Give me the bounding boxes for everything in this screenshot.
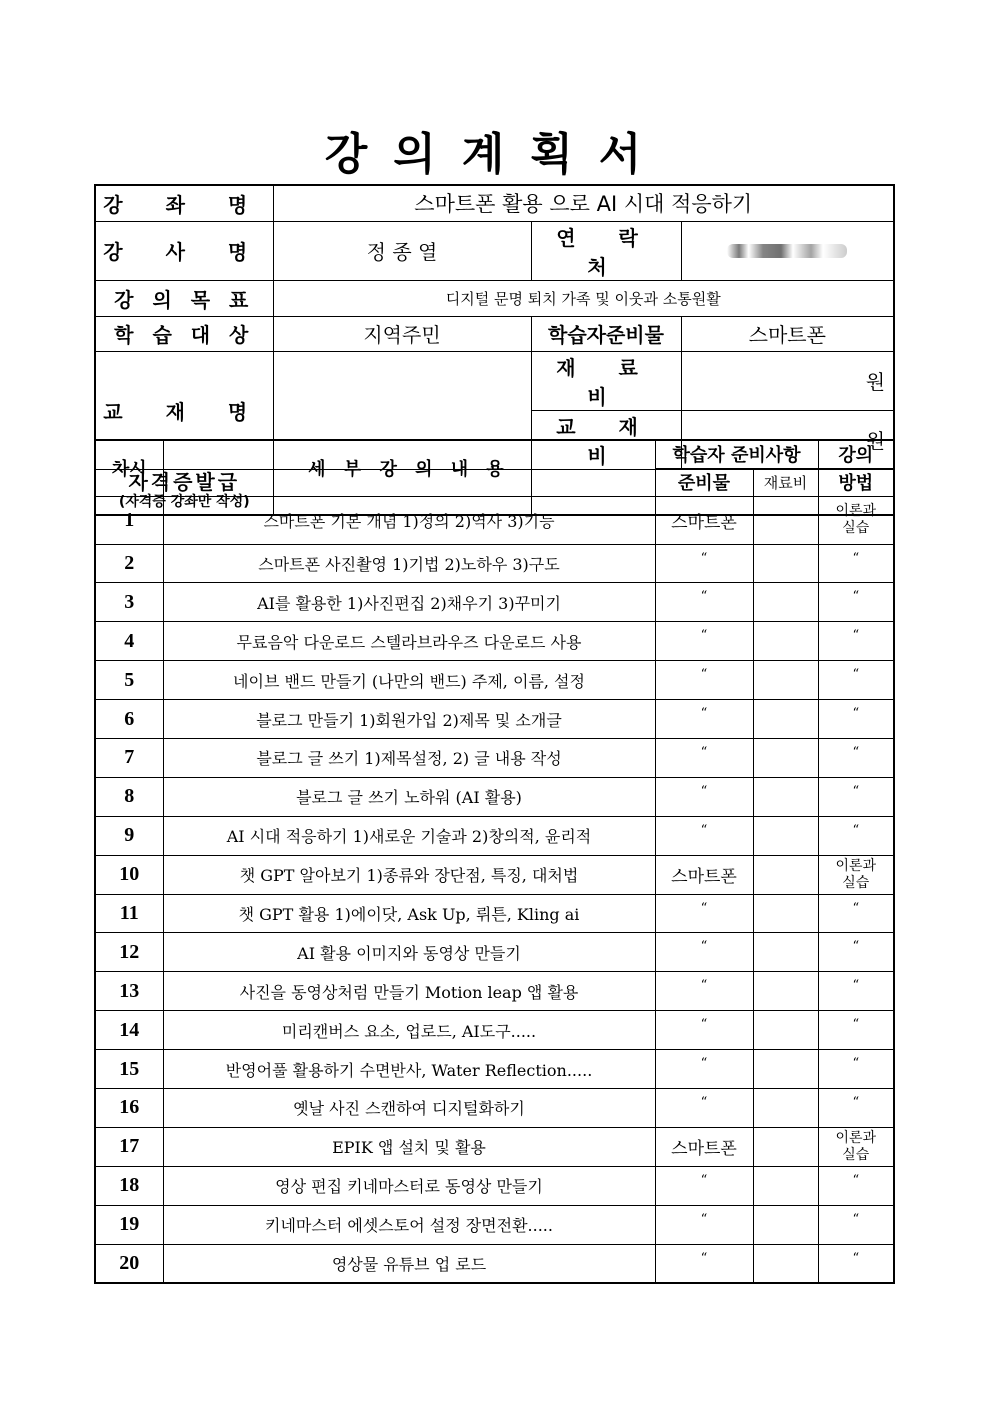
goal-label: 강 의 목 표 bbox=[95, 280, 273, 316]
prep-label: 학습자준비물 bbox=[531, 316, 681, 351]
lecture-method bbox=[818, 1050, 894, 1089]
lecture-content: 사진을 동영상처럼 만들기 Motion leap 앱 활용 bbox=[163, 972, 655, 1011]
course-name-value: 스마트폰 활용 으로 AI 시대 적응하기 bbox=[273, 185, 894, 221]
table-row bbox=[95, 1166, 894, 1205]
session-number: 13 bbox=[95, 972, 163, 1011]
contact-value bbox=[681, 221, 894, 280]
table-row bbox=[95, 1011, 894, 1050]
lecture-method-line1: “ bbox=[852, 550, 860, 566]
material-fee bbox=[753, 738, 818, 777]
lecture-content: AI 활용 이미지와 동영상 만들기 bbox=[163, 933, 655, 972]
prep-item: “ bbox=[655, 816, 753, 855]
table-row bbox=[95, 855, 894, 894]
session-number: 11 bbox=[95, 894, 163, 933]
lecture-method bbox=[818, 1011, 894, 1050]
lecture-content: 영상물 유튜브 업 로드 bbox=[163, 1244, 655, 1283]
prep-item: “ bbox=[655, 1088, 753, 1127]
prep-item: “ bbox=[655, 622, 753, 661]
lecture-method-line1: “ bbox=[852, 706, 860, 722]
table-row bbox=[95, 496, 894, 544]
prep-item: “ bbox=[655, 1050, 753, 1089]
goal-value: 디지털 문명 퇴치 가족 및 이웃과 소통원활 bbox=[273, 280, 894, 316]
material-fee bbox=[753, 894, 818, 933]
document-title: 강의계획서 bbox=[324, 129, 668, 180]
lecture-content: 블로그 만들기 1)회원가입 2)제목 및 소개글 bbox=[163, 700, 655, 739]
contact-label: 연 락 처 bbox=[531, 221, 681, 280]
lecture-method-line2: 실습 bbox=[842, 874, 870, 891]
prep-item: “ bbox=[655, 1166, 753, 1205]
prep-item: “ bbox=[655, 1244, 753, 1283]
session-number: 7 bbox=[95, 738, 163, 777]
material-fee bbox=[753, 777, 818, 816]
session-number: 15 bbox=[95, 1050, 163, 1089]
materials-header: 재료비 bbox=[753, 468, 818, 496]
schedule-table bbox=[94, 439, 895, 1284]
lecture-content: 무료음악 다운로드 스텔라브라우즈 다운로드 사용 bbox=[163, 622, 655, 661]
lecture-content: 미리캔버스 요소, 업로드, AI도구..... bbox=[163, 1011, 655, 1050]
material-fee-label: 재 료 비 bbox=[531, 351, 681, 410]
target-value: 지역주민 bbox=[273, 316, 531, 351]
material-fee bbox=[753, 1011, 818, 1050]
session-number: 14 bbox=[95, 1011, 163, 1050]
lecture-method-line1: “ bbox=[852, 1211, 860, 1227]
lecture-method-line2: 실습 bbox=[842, 520, 870, 536]
prep-item: 스마트폰 bbox=[655, 496, 753, 544]
lecture-method-line1: 이론과 bbox=[835, 857, 877, 874]
cert-label: 자격증발급 bbox=[128, 469, 241, 494]
session-number: 9 bbox=[95, 816, 163, 855]
lecture-method bbox=[818, 1127, 894, 1166]
lecture-content: AI를 활용한 1)사진편집 2)채우기 3)꾸미기 bbox=[163, 583, 655, 622]
lecture-method bbox=[818, 583, 894, 622]
prep-item: “ bbox=[655, 583, 753, 622]
material-fee bbox=[753, 661, 818, 700]
prep-item: “ bbox=[655, 777, 753, 816]
textbook-label: 교 재 명 bbox=[95, 351, 273, 469]
lecture-method bbox=[818, 661, 894, 700]
session-number: 19 bbox=[95, 1205, 163, 1244]
session-number: 1 bbox=[95, 496, 163, 544]
lecture-method-line1: “ bbox=[852, 978, 860, 994]
prep-item: “ bbox=[655, 1205, 753, 1244]
table-row bbox=[95, 894, 894, 933]
prep-item: “ bbox=[655, 972, 753, 1011]
session-number: 6 bbox=[95, 700, 163, 739]
content-header: 세 부 강 의 내 용 bbox=[163, 440, 655, 496]
lecture-method bbox=[818, 1166, 894, 1205]
lecture-method-line1: “ bbox=[852, 783, 860, 799]
prep-items-header: 준비물 bbox=[655, 468, 753, 496]
lecture-method bbox=[818, 1088, 894, 1127]
lecture-method bbox=[818, 1244, 894, 1283]
course-name-label: 강 좌 명 bbox=[95, 185, 273, 221]
table-row bbox=[95, 816, 894, 855]
lecture-method bbox=[818, 1205, 894, 1244]
redacted-phone-image bbox=[727, 244, 847, 258]
lecture-content: 챗 GPT 알아보기 1)종류와 장단점, 특징, 대처법 bbox=[163, 855, 655, 894]
session-header: 차시 bbox=[95, 440, 163, 496]
session-number: 2 bbox=[95, 544, 163, 583]
session-number: 17 bbox=[95, 1127, 163, 1166]
material-fee bbox=[753, 583, 818, 622]
session-number: 10 bbox=[95, 855, 163, 894]
prep-item: “ bbox=[655, 1011, 753, 1050]
session-number: 20 bbox=[95, 1244, 163, 1283]
material-fee bbox=[753, 622, 818, 661]
prep-item: “ bbox=[655, 661, 753, 700]
material-fee bbox=[753, 1244, 818, 1283]
table-row bbox=[95, 1244, 894, 1283]
table-row bbox=[95, 661, 894, 700]
material-fee bbox=[753, 933, 818, 972]
lecture-content: 키네마스터 에셋스토어 설정 장면전환..... bbox=[163, 1205, 655, 1244]
lecture-method bbox=[818, 933, 894, 972]
lecture-method-line1: “ bbox=[852, 939, 860, 955]
instructor-value: 정 종 열 bbox=[273, 221, 531, 280]
material-fee bbox=[753, 544, 818, 583]
lecture-method-line1: “ bbox=[852, 822, 860, 838]
session-number: 12 bbox=[95, 933, 163, 972]
material-fee bbox=[753, 1088, 818, 1127]
lecture-content: 반영어풀 활용하기 수면반사, Water Reflection..... bbox=[163, 1050, 655, 1089]
prep-item: “ bbox=[655, 544, 753, 583]
table-row bbox=[95, 1050, 894, 1089]
lecture-method bbox=[818, 738, 894, 777]
prep-item: “ bbox=[655, 738, 753, 777]
lecture-method bbox=[818, 972, 894, 1011]
table-row bbox=[95, 777, 894, 816]
material-fee bbox=[753, 972, 818, 1011]
prep-item: 스마트폰 bbox=[655, 855, 753, 894]
lecture-method-line1: “ bbox=[852, 1094, 860, 1110]
lecture-content: 스마트폰 사진촬영 1)기법 2)노하우 3)구도 bbox=[163, 544, 655, 583]
table-row bbox=[95, 1127, 894, 1166]
lecture-content: 블로그 글 쓰기 1)제목설정, 2) 글 내용 작성 bbox=[163, 738, 655, 777]
session-number: 16 bbox=[95, 1088, 163, 1127]
session-number: 3 bbox=[95, 583, 163, 622]
session-number: 5 bbox=[95, 661, 163, 700]
material-fee bbox=[753, 855, 818, 894]
method-header-line1: 강의 bbox=[818, 440, 894, 468]
table-row bbox=[95, 700, 894, 739]
material-fee-unit: 원 bbox=[681, 351, 894, 410]
material-fee bbox=[753, 1127, 818, 1166]
table-row bbox=[95, 1205, 894, 1244]
lecture-method bbox=[818, 622, 894, 661]
lecture-method-line1: “ bbox=[852, 1056, 860, 1072]
table-row bbox=[95, 738, 894, 777]
lecture-content: 스마트폰 기본 개념 1)정의 2)역사 3)기능 bbox=[163, 496, 655, 544]
lecture-method bbox=[818, 544, 894, 583]
material-fee bbox=[753, 1205, 818, 1244]
lecture-method-line1: “ bbox=[852, 1172, 860, 1188]
material-fee bbox=[753, 700, 818, 739]
lecture-content: 옛날 사진 스캔하여 디지털화하기 bbox=[163, 1088, 655, 1127]
session-number: 18 bbox=[95, 1166, 163, 1205]
lecture-method-line1: “ bbox=[852, 1017, 860, 1033]
lecture-method-line1: “ bbox=[852, 1250, 860, 1266]
lecture-method-line1: 이론과 bbox=[835, 503, 877, 519]
table-row bbox=[95, 544, 894, 583]
cert-note: (자격증 강좌만 작성) bbox=[118, 493, 250, 510]
material-fee bbox=[753, 496, 818, 544]
lecture-method bbox=[818, 496, 894, 544]
table-row bbox=[95, 622, 894, 661]
lecture-method-line1: “ bbox=[852, 744, 860, 760]
prep-item: “ bbox=[655, 700, 753, 739]
table-row bbox=[95, 583, 894, 622]
prep-item: “ bbox=[655, 933, 753, 972]
lecture-method bbox=[818, 816, 894, 855]
lecture-content: AI 시대 적응하기 1)새로운 기술과 2)창의적, 윤리적 bbox=[163, 816, 655, 855]
table-row bbox=[95, 933, 894, 972]
method-header-line2: 방법 bbox=[818, 468, 894, 496]
session-number: 4 bbox=[95, 622, 163, 661]
lecture-method bbox=[818, 894, 894, 933]
session-number: 8 bbox=[95, 777, 163, 816]
lecture-method-line2: 실습 bbox=[842, 1146, 870, 1163]
lecture-content: 챗 GPT 활용 1)에이닷, Ask Up, 뤼튼, Kling ai bbox=[163, 894, 655, 933]
lecture-method-line1: “ bbox=[852, 667, 860, 683]
material-fee bbox=[753, 1166, 818, 1205]
lecture-content: 블로그 글 쓰기 노하워 (AI 활용) bbox=[163, 777, 655, 816]
lecture-method-line1: “ bbox=[852, 900, 860, 916]
textbook-fee-unit: 원 bbox=[681, 410, 894, 469]
lecture-method-line1: “ bbox=[852, 628, 860, 644]
target-label: 학 습 대 상 bbox=[95, 316, 273, 351]
prep-value: 스마트폰 bbox=[681, 316, 894, 351]
prep-item: “ bbox=[655, 894, 753, 933]
prep-item: 스마트폰 bbox=[655, 1127, 753, 1166]
table-row bbox=[95, 972, 894, 1011]
material-fee bbox=[753, 816, 818, 855]
textbook-fee-label: 교 재 비 bbox=[531, 410, 681, 469]
lecture-method bbox=[818, 700, 894, 739]
lecture-method-line1: “ bbox=[852, 589, 860, 605]
lecture-method-line1: 이론과 bbox=[835, 1129, 877, 1146]
lecture-content: EPIK 앱 설치 및 활용 bbox=[163, 1127, 655, 1166]
instructor-label: 강 사 명 bbox=[95, 221, 273, 280]
lecture-method bbox=[818, 777, 894, 816]
table-row bbox=[95, 1088, 894, 1127]
learner-prep-header: 학습자 준비사항 bbox=[655, 440, 818, 468]
lecture-content: 네이브 밴드 만들기 (나만의 밴드) 주제, 이름, 설정 bbox=[163, 661, 655, 700]
material-fee bbox=[753, 1050, 818, 1089]
lecture-content: 영상 편집 키네마스터로 동영상 만들기 bbox=[163, 1166, 655, 1205]
lecture-method bbox=[818, 855, 894, 894]
